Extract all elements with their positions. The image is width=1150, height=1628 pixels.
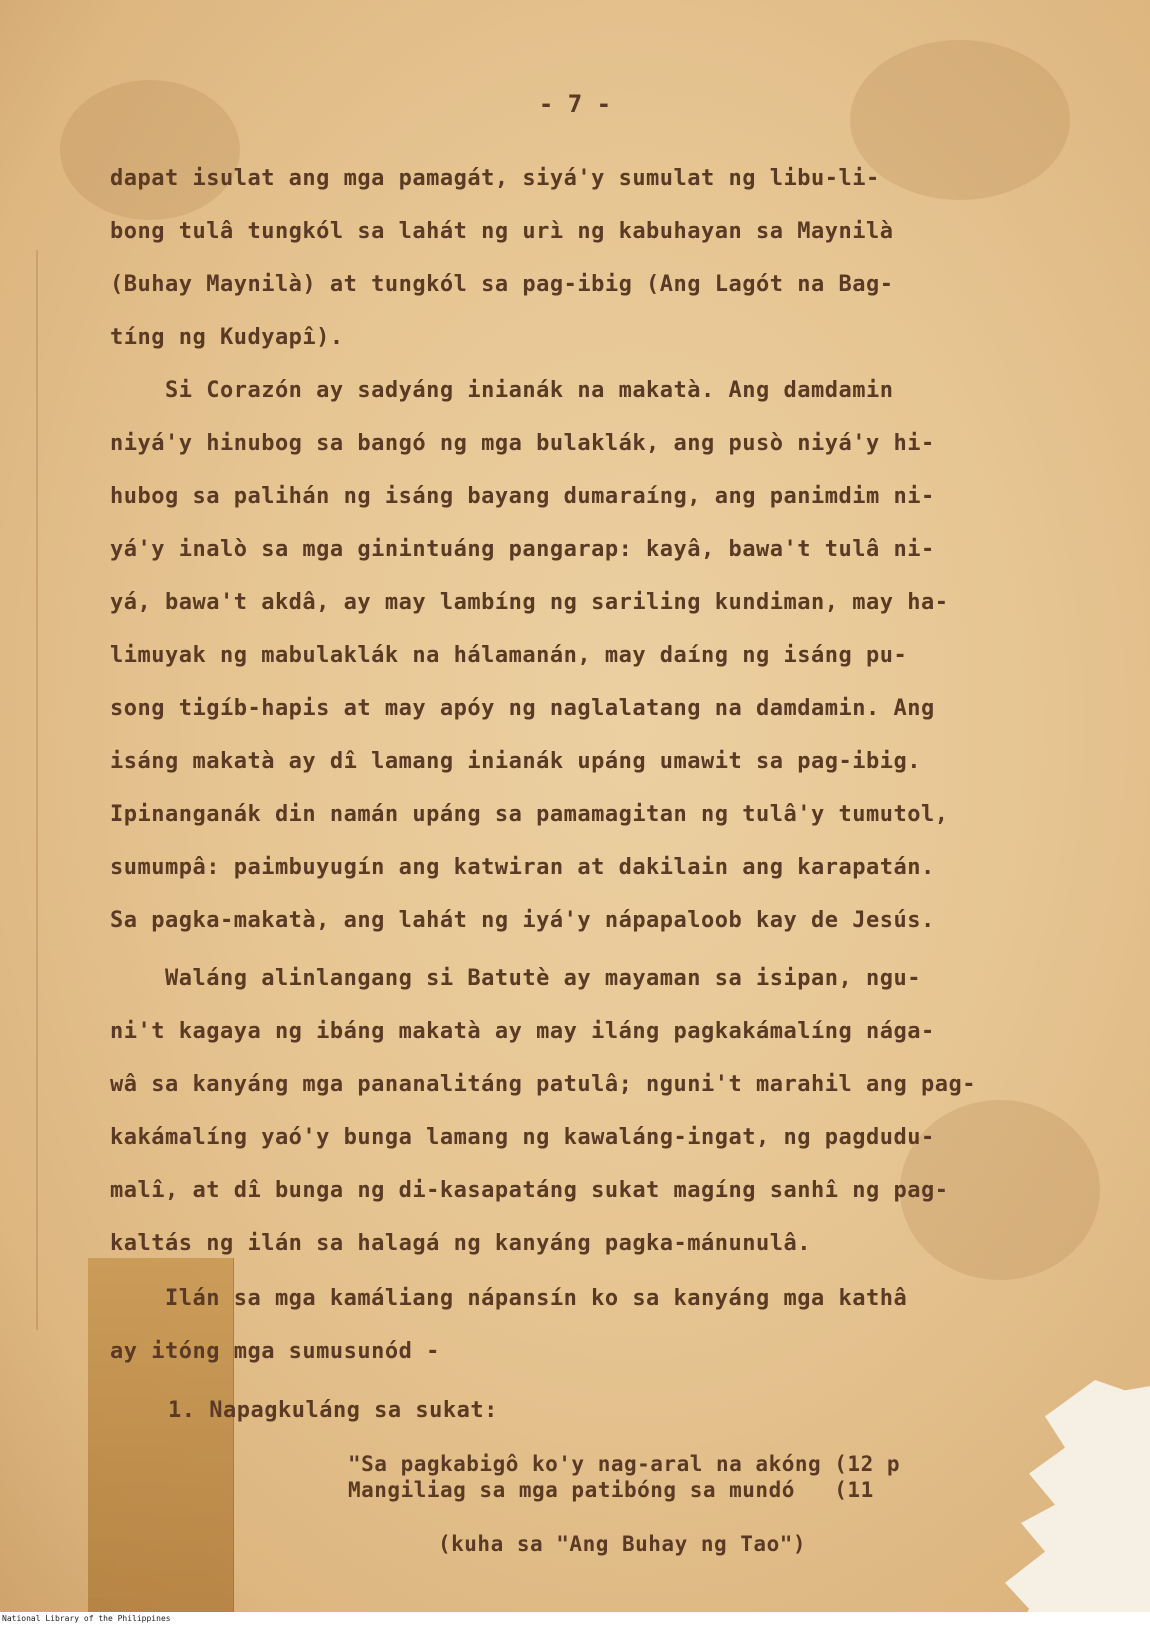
quote-line: "Sa pagkabigô ko'y nag-aral na akóng (12 p: [348, 1452, 901, 1476]
text-line: kakámalíng yaó'y bunga lamang ng kawaláng-ingat, ng pagdudu-: [110, 1125, 935, 1150]
text-line: Waláng alinlangang si Batutè ay mayaman sa isipan, ngu-: [110, 966, 921, 991]
page-number: - 7 -: [538, 90, 612, 118]
text-line: isáng makatà ay dî lamang inianák upáng umawit sa pag-ibig.: [110, 749, 921, 774]
quote-line: Mangiliag sa mga patibóng sa mundó (11: [348, 1478, 874, 1502]
text-line: Si Corazón ay sadyáng inianák na makatà. Ang damdamin: [110, 378, 894, 403]
quote-source: (kuha sa "Ang Buhay ng Tao"): [438, 1532, 807, 1556]
numbered-item-heading: 1. Napagkuláng sa sukat:: [168, 1398, 498, 1423]
text-line: malî, at dî bunga ng di-kasapatáng sukat magíng sanhî ng pag-: [110, 1178, 949, 1203]
text-line: Ipinanganák din namán upáng sa pamamagitan ng tulâ'y tumutol,: [110, 802, 949, 827]
text-line: song tigíb-hapis at may apóy ng naglalatang na damdamin. Ang: [110, 696, 935, 721]
footer-credit: National Library of the Philippines: [2, 1614, 171, 1623]
text-line: sumumpâ: paimbuyugín ang katwiran at dakilain ang karapatán.: [110, 855, 935, 880]
text-line: yá'y inalò sa mga ginintuáng pangarap: kayâ, bawa't tulâ ni-: [110, 537, 935, 562]
text-line: yá, bawa't akdâ, ay may lambíng ng sariling kundiman, may ha-: [110, 590, 949, 615]
text-line: limuyak ng mabulaklák na hálamanán, may daíng ng isáng pu-: [110, 643, 908, 668]
text-line: bong tulâ tungkól sa lahát ng urì ng kabuhayan sa Maynilà: [110, 219, 894, 244]
text-line: ni't kagaya ng ibáng makatà ay may iláng pagkakámalíng nága-: [110, 1019, 935, 1044]
text-line: wâ sa kanyáng mga pananalitáng patulâ; nguni't marahil ang pag-: [110, 1072, 976, 1097]
text-line: tíng ng Kudyapî).: [110, 325, 344, 350]
text-line: (Buhay Maynilà) at tungkól sa pag-ibig (Ang Lagót na Bag-: [110, 272, 894, 297]
text-line: niyá'y hinubog sa bangó ng mga bulaklák, ang pusò niyá'y hi-: [110, 431, 935, 456]
text-line: hubog sa palihán ng isáng bayang dumaraíng, ang panimdim ni-: [110, 484, 935, 509]
text-line: Sa pagka-makatà, ang lahát ng iyá'y nápapaloob kay de Jesús.: [110, 908, 935, 933]
text-line: dapat isulat ang mga pamagát, siyá'y sumulat ng libu-li-: [110, 166, 880, 191]
text-line: kaltás ng ilán sa halagá ng kanyáng pagka-mánunulâ.: [110, 1231, 812, 1256]
text-line: ay itóng mga sumusunód -: [110, 1339, 440, 1364]
text-line: Ilán sa mga kamáliang nápansín ko sa kanyáng mga kathâ: [110, 1286, 908, 1311]
